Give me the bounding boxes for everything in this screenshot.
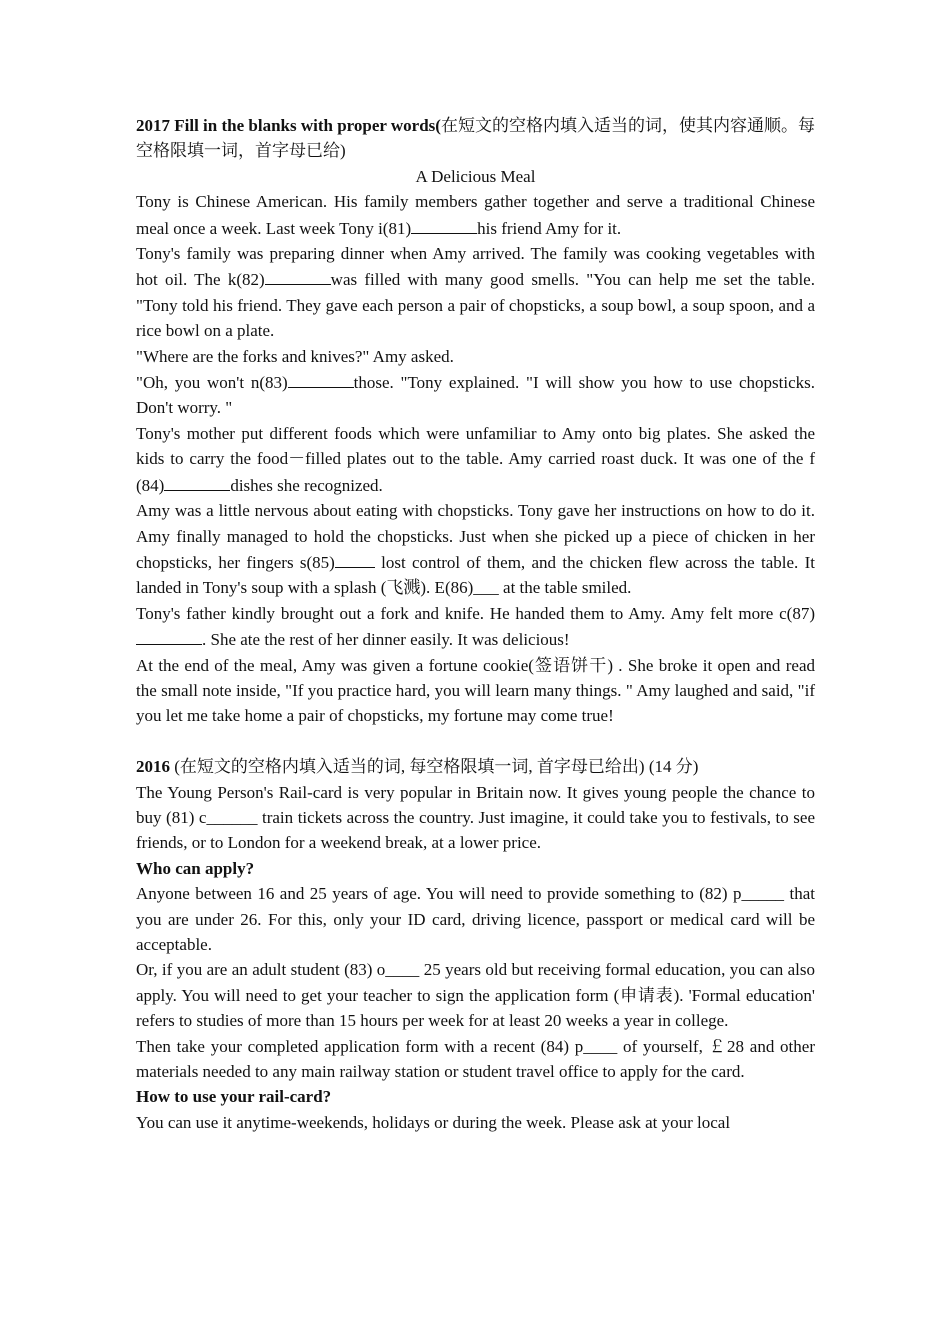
section-2017-heading	[136, 113, 815, 164]
paragraph: Anyone between 16 and 25 years of age. You will need to provide something to (82) p_____ that you are under 26. For this, only your ID card, driving licence, passport or medical card will be acceptable.	[136, 884, 815, 954]
paragraph: At the end of the meal, Amy was given a fortune cookie(签语饼干) . She broke it open and read the small note inside, "If you practice hard, you will learn many things. " Amy laughed and said, "if you let me take home a pair of chopsticks, my fortune may come true!	[136, 655, 815, 726]
paragraph: "Oh, you won't n(83) those. "Tony explained. "I will show you how to use chopsticks. Don't worry. "	[136, 369, 815, 421]
paragraph: Or, if you are an adult student (83) o____ 25 years old but receiving formal education, you can also apply. You will need to get your teacher to sign the application form (申请表). 'Formal education' refers to studies of more than 15 hours per week for at least 20 weeks a year in college.	[136, 960, 815, 1031]
section-spacer	[136, 729, 815, 754]
document-page	[136, 113, 815, 1135]
paragraph: "Where are the forks and knives?" Amy asked.	[136, 346, 454, 366]
paragraph: Tony's mother put different foods which were unfamiliar to Amy onto big plates. She asked the kids to carry the food－filled plates out to the table. Amy carried roast duck. It was one of the f (84) dishes she recognized.	[136, 423, 815, 495]
heading-bold: 2016	[136, 757, 170, 777]
blank-83	[288, 369, 354, 388]
blank-87	[136, 626, 202, 645]
paragraph: Tony is Chinese American. His family members gather together and serve a traditional Chinese meal once a week. Last week Tony i(81) his friend Amy for it.	[136, 192, 815, 238]
paragraph: Then take your completed application form with a recent (84) p____ of yourself, ￡28 and other materials needed to any main railway station or student travel office to apply for the card.	[136, 1036, 815, 1082]
paragraph: Tony's family was preparing dinner when Amy arrived. The family was cooking vegetables with hot oil. The k(82) was filled with many good smells. "You can help me set the table. "Tony told his friend. They gave each person a pair of chopsticks, a soup bowl, a soup spoon, and a rice bowl on a plate.	[136, 244, 815, 341]
heading-instructions: (在短文的空格内填入适当的词, 每空格限填一词, 首字母已给出) (14 分)	[170, 757, 699, 777]
paragraph: Tony's father kindly brought out a fork and knife. He handed them to Amy. Amy felt more c(87). She ate the rest of her dinner easily. It was delicious!	[136, 603, 815, 650]
subheading-how-to-use: How to use your rail-card?	[136, 1087, 332, 1107]
blank-82	[265, 266, 331, 285]
blank-85	[335, 549, 375, 568]
section-2016-heading	[136, 754, 815, 779]
paragraph: The Young Person's Rail-card is very popular in Britain now. It gives young people the chance to buy (81) c______ train tickets across the country. Just imagine, it could take you to festivals, to see friends, or to London for a weekend break, at a lower price.	[136, 782, 815, 853]
paragraph: Amy was a little nervous about eating with chopsticks. Tony gave her instructions on how to do it. Amy finally managed to hold the chopsticks. Just when she picked up a piece of chicken in her chopsticks, her fingers s(85) lost control of them, and the chicken flew across the table. It landed in Tony's soup with a splash (飞溅). E(86)___ at the table smiled.	[136, 501, 815, 598]
blank-81	[411, 215, 477, 234]
passage-title: A Delicious Meal	[415, 166, 536, 186]
paragraph: You can use it anytime-weekends, holidays or during the week. Please ask at your local	[136, 1112, 731, 1132]
blank-84	[164, 472, 230, 491]
heading-bold: 2017 Fill in the blanks with proper words(	[136, 116, 441, 135]
heading-instructions: 在短文的空格内填入适当的词，使其内容通顺。每空格限填一词，首字母已给)	[136, 116, 816, 161]
subheading-who-can-apply: Who can apply?	[136, 858, 255, 878]
